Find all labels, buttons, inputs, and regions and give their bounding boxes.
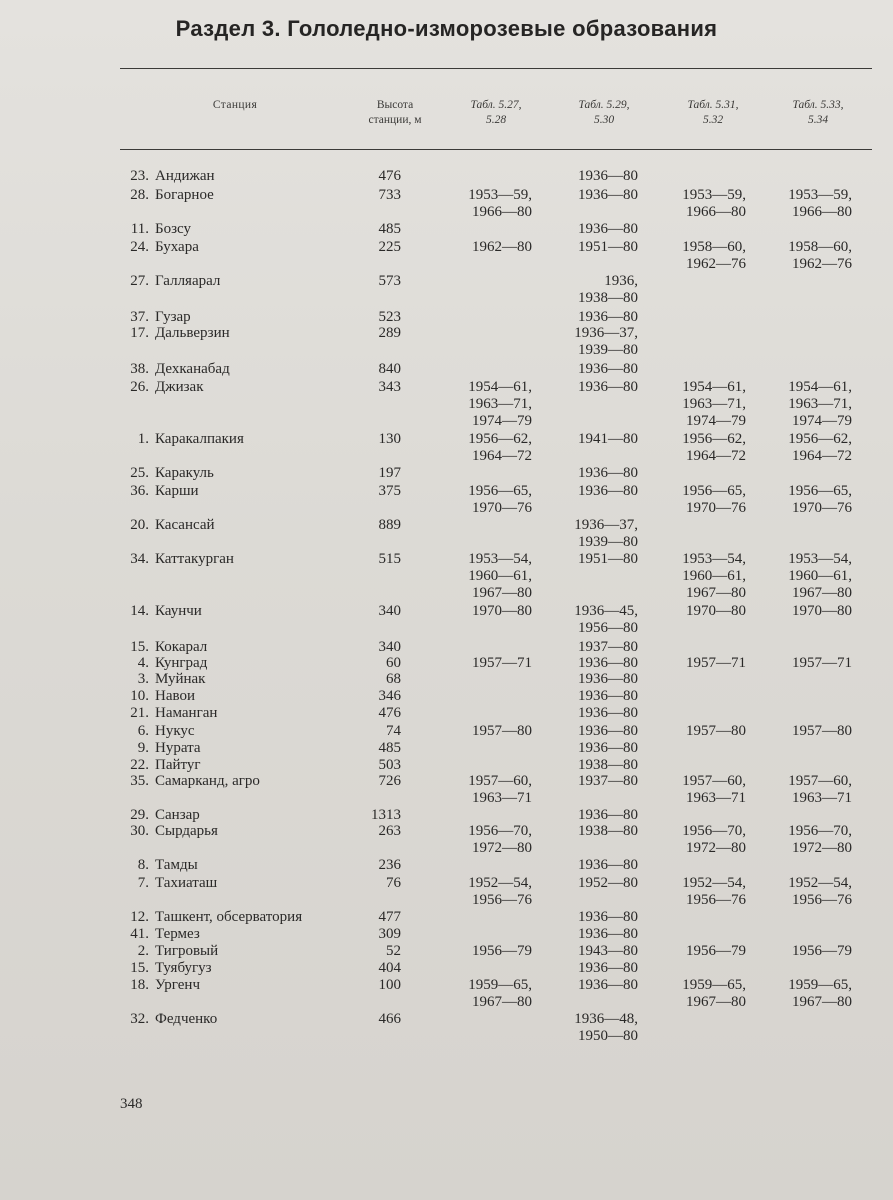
station-name: Нукус: [155, 723, 195, 739]
station-name: Дальверзин: [155, 325, 230, 341]
period-table-5-31: 1957—71: [686, 655, 746, 671]
station-height: 74: [386, 723, 401, 739]
period-table-5-29: 1936—80: [578, 723, 638, 739]
station-name: Пайтуг: [155, 757, 201, 773]
period-table-5-31: 1954—61, 1963—71, 1974—79: [682, 379, 746, 429]
station-height: 477: [378, 909, 401, 925]
period-table-5-33: 1970—80: [792, 603, 852, 619]
period-table-5-33: 1957—60, 1963—71: [788, 773, 852, 806]
station-name: Наманган: [155, 705, 218, 721]
period-table-5-31: 1953—59, 1966—80: [682, 187, 746, 220]
period-table-5-27: 1956—70, 1972—80: [468, 823, 532, 856]
period-table-5-33: 1957—80: [792, 723, 852, 739]
station-name: Тигровый: [155, 943, 219, 959]
station-name: Андижан: [155, 168, 215, 184]
station-name: Богарное: [155, 187, 214, 203]
station-height: 236: [378, 857, 401, 873]
station-number: 15.: [130, 960, 149, 976]
station-name: Карши: [155, 483, 199, 499]
station-number: 38.: [130, 361, 149, 377]
station-number: 30.: [130, 823, 149, 839]
period-table-5-31: 1957—80: [686, 723, 746, 739]
period-table-5-29: 1937—80: [578, 639, 638, 655]
period-table-5-29: 1936—80: [578, 857, 638, 873]
period-table-5-29: 1936—80: [578, 740, 638, 756]
period-table-5-27: 1956—79: [472, 943, 532, 959]
period-table-5-29: 1936—80: [578, 168, 638, 184]
station-name: Гузар: [155, 309, 191, 325]
station-name: Бухара: [155, 239, 199, 255]
period-table-5-29: 1936—80: [578, 655, 638, 671]
period-table-5-27: 1957—80: [472, 723, 532, 739]
station-name: Термез: [155, 926, 200, 942]
station-number: 15.: [130, 639, 149, 655]
station-number: 21.: [130, 705, 149, 721]
station-height: 476: [378, 705, 401, 721]
period-table-5-31: 1956—70, 1972—80: [682, 823, 746, 856]
station-height: 375: [378, 483, 401, 499]
period-table-5-27: 1957—60, 1963—71: [468, 773, 532, 806]
station-name: Кунград: [155, 655, 208, 671]
station-height: 60: [386, 655, 401, 671]
period-table-5-29: 1936—48, 1950—80: [574, 1011, 638, 1044]
station-height: 225: [378, 239, 401, 255]
station-height: 76: [386, 875, 401, 891]
period-table-5-29: 1936—37, 1939—80: [574, 517, 638, 550]
station-number: 11.: [130, 221, 149, 237]
top-rule: [120, 68, 872, 69]
station-name: Тамды: [155, 857, 198, 873]
station-number: 23.: [130, 168, 149, 184]
station-name: Самарканд, агро: [155, 773, 260, 789]
period-table-5-33: 1953—59, 1966—80: [788, 187, 852, 220]
period-table-5-29: 1941—80: [578, 431, 638, 447]
period-table-5-33: 1953—54, 1960—61, 1967—80: [788, 551, 852, 601]
period-table-5-27: 1953—59, 1966—80: [468, 187, 532, 220]
station-number: 4.: [137, 655, 149, 671]
station-height: 476: [378, 168, 401, 184]
station-name: Джизак: [155, 379, 204, 395]
station-name: Сырдарья: [155, 823, 218, 839]
station-number: 20.: [130, 517, 149, 533]
station-number: 3.: [137, 671, 149, 687]
header-station: Станция: [212, 99, 258, 111]
period-table-5-29: 1943—80: [578, 943, 638, 959]
period-table-5-29: 1936—80: [578, 671, 638, 687]
station-name: Санзар: [155, 807, 200, 823]
period-table-5-29: 1936—80: [578, 309, 638, 325]
period-table-5-29: 1937—80: [578, 773, 638, 789]
header-height: Высота станции, м: [368, 99, 422, 126]
period-table-5-27: 1954—61, 1963—71, 1974—79: [468, 379, 532, 429]
station-number: 10.: [130, 688, 149, 704]
station-height: 733: [378, 187, 401, 203]
period-table-5-31: 1958—60, 1962—76: [682, 239, 746, 272]
station-name: Ургенч: [155, 977, 200, 993]
period-table-5-31: 1953—54, 1960—61, 1967—80: [682, 551, 746, 601]
station-number: 34.: [130, 551, 149, 567]
period-table-5-29: 1936—37, 1939—80: [574, 325, 638, 358]
station-height: 343: [378, 379, 401, 395]
station-height: 466: [378, 1011, 401, 1027]
station-number: 26.: [130, 379, 149, 395]
period-table-5-29: 1936, 1938—80: [578, 273, 638, 306]
station-height: 100: [378, 977, 401, 993]
period-table-5-29: 1936—80: [578, 379, 638, 395]
station-height: 309: [378, 926, 401, 942]
station-name: Бозсу: [155, 221, 191, 237]
station-height: 523: [378, 309, 401, 325]
station-height: 515: [378, 551, 401, 567]
station-number: 41.: [130, 926, 149, 942]
station-height: 130: [378, 431, 401, 447]
station-height: 404: [378, 960, 401, 976]
station-name: Ташкент, обсерватория: [155, 909, 303, 925]
period-table-5-33: 1954—61, 1963—71, 1974—79: [788, 379, 852, 429]
period-table-5-29: 1936—80: [578, 926, 638, 942]
period-table-5-29: 1936—80: [578, 705, 638, 721]
period-table-5-29: 1936—80: [578, 807, 638, 823]
period-table-5-27: 1956—62, 1964—72: [468, 431, 532, 464]
station-number: 36.: [130, 483, 149, 499]
station-number: 24.: [130, 239, 149, 255]
station-number: 27.: [130, 273, 149, 289]
period-table-5-27: 1953—54, 1960—61, 1967—80: [468, 551, 532, 601]
station-name: Каттакурган: [155, 551, 234, 567]
period-table-5-29: 1936—80: [578, 187, 638, 203]
station-height: 726: [378, 773, 401, 789]
period-table-5-31: 1956—65, 1970—76: [682, 483, 746, 516]
station-name: Каракалпакия: [155, 431, 244, 447]
station-height: 485: [378, 740, 401, 756]
header-table-5-29: Табл. 5.29, 5.30: [578, 99, 630, 126]
period-table-5-29: 1951—80: [578, 239, 638, 255]
station-name: Муйнак: [155, 671, 206, 687]
period-table-5-33: 1956—70, 1972—80: [788, 823, 852, 856]
period-table-5-29: 1936—80: [578, 361, 638, 377]
period-table-5-31: 1956—62, 1964—72: [682, 431, 746, 464]
period-table-5-33: 1959—65, 1967—80: [788, 977, 852, 1010]
station-number: 28.: [130, 187, 149, 203]
station-number: 1.: [137, 431, 149, 447]
period-table-5-31: 1970—80: [686, 603, 746, 619]
station-name: Нурата: [155, 740, 201, 756]
header-rule: [120, 149, 872, 150]
station-height: 263: [378, 823, 401, 839]
period-table-5-27: 1959—65, 1967—80: [468, 977, 532, 1010]
period-table-5-29: 1936—80: [578, 688, 638, 704]
station-height: 340: [378, 603, 401, 619]
period-table-5-31: 1957—60, 1963—71: [682, 773, 746, 806]
station-number: 22.: [130, 757, 149, 773]
period-table-5-27: 1956—65, 1970—76: [468, 483, 532, 516]
period-table-5-29: 1938—80: [578, 757, 638, 773]
station-number: 32.: [130, 1011, 149, 1027]
period-table-5-29: 1936—80: [578, 465, 638, 481]
period-table-5-31: 1959—65, 1967—80: [682, 977, 746, 1010]
period-table-5-29: 1938—80: [578, 823, 638, 839]
station-number: 2.: [137, 943, 149, 959]
station-name: Тахиаташ: [155, 875, 218, 891]
station-name: Дехканабад: [155, 361, 230, 377]
station-height: 573: [378, 273, 401, 289]
station-name: Федченко: [155, 1011, 218, 1027]
station-height: 340: [378, 639, 401, 655]
station-number: 18.: [130, 977, 149, 993]
header-table-5-31: Табл. 5.31, 5.32: [687, 99, 739, 126]
station-height: 52: [386, 943, 401, 959]
period-table-5-33: 1952—54, 1956—76: [788, 875, 852, 908]
station-name: Касансай: [155, 517, 215, 533]
period-table-5-27: 1970—80: [472, 603, 532, 619]
station-name: Навои: [155, 688, 195, 704]
station-height: 1313: [371, 807, 401, 823]
page-title: Раздел 3. Гололедно-изморозевые образования: [175, 16, 718, 41]
period-table-5-29: 1936—80: [578, 483, 638, 499]
station-name: Каракуль: [155, 465, 214, 481]
period-table-5-33: 1958—60, 1962—76: [788, 239, 852, 272]
station-height: 346: [378, 688, 401, 704]
station-number: 12.: [130, 909, 149, 925]
station-height: 485: [378, 221, 401, 237]
period-table-5-29: 1936—80: [578, 221, 638, 237]
station-height: 68: [386, 671, 401, 687]
station-name: Галляарал: [155, 273, 221, 289]
station-name: Кокарал: [155, 639, 208, 655]
station-number: 17.: [130, 325, 149, 341]
period-table-5-29: 1952—80: [578, 875, 638, 891]
page-number: 348: [120, 1096, 143, 1112]
period-table-5-29: 1936—45, 1956—80: [574, 603, 638, 636]
station-number: 6.: [137, 723, 149, 739]
station-height: 503: [378, 757, 401, 773]
station-number: 7.: [137, 875, 149, 891]
period-table-5-33: 1957—71: [792, 655, 852, 671]
period-table-5-29: 1951—80: [578, 551, 638, 567]
period-table-5-31: 1956—79: [686, 943, 746, 959]
station-number: 8.: [137, 857, 149, 873]
period-table-5-29: 1936—80: [578, 909, 638, 925]
station-number: 35.: [130, 773, 149, 789]
station-height: 889: [378, 517, 401, 533]
station-height: 840: [378, 361, 401, 377]
period-table-5-27: 1962—80: [472, 239, 532, 255]
period-table-5-29: 1936—80: [578, 977, 638, 993]
period-table-5-33: 1956—65, 1970—76: [788, 483, 852, 516]
station-number: 29.: [130, 807, 149, 823]
header-table-5-33: Табл. 5.33, 5.34: [792, 99, 844, 126]
station-number: 14.: [130, 603, 149, 619]
station-number: 37.: [130, 309, 149, 325]
station-height: 197: [378, 465, 401, 481]
period-table-5-27: 1957—71: [472, 655, 532, 671]
period-table-5-31: 1952—54, 1956—76: [682, 875, 746, 908]
period-table-5-33: 1956—62, 1964—72: [788, 431, 852, 464]
station-number: 25.: [130, 465, 149, 481]
period-table-5-29: 1936—80: [578, 960, 638, 976]
station-name: Каунчи: [155, 603, 202, 619]
period-table-5-33: 1956—79: [792, 943, 852, 959]
station-number: 9.: [137, 740, 149, 756]
header-table-5-27: Табл. 5.27, 5.28: [470, 99, 522, 126]
station-height: 289: [378, 325, 401, 341]
period-table-5-27: 1952—54, 1956—76: [468, 875, 532, 908]
station-name: Туябугуз: [155, 960, 212, 976]
